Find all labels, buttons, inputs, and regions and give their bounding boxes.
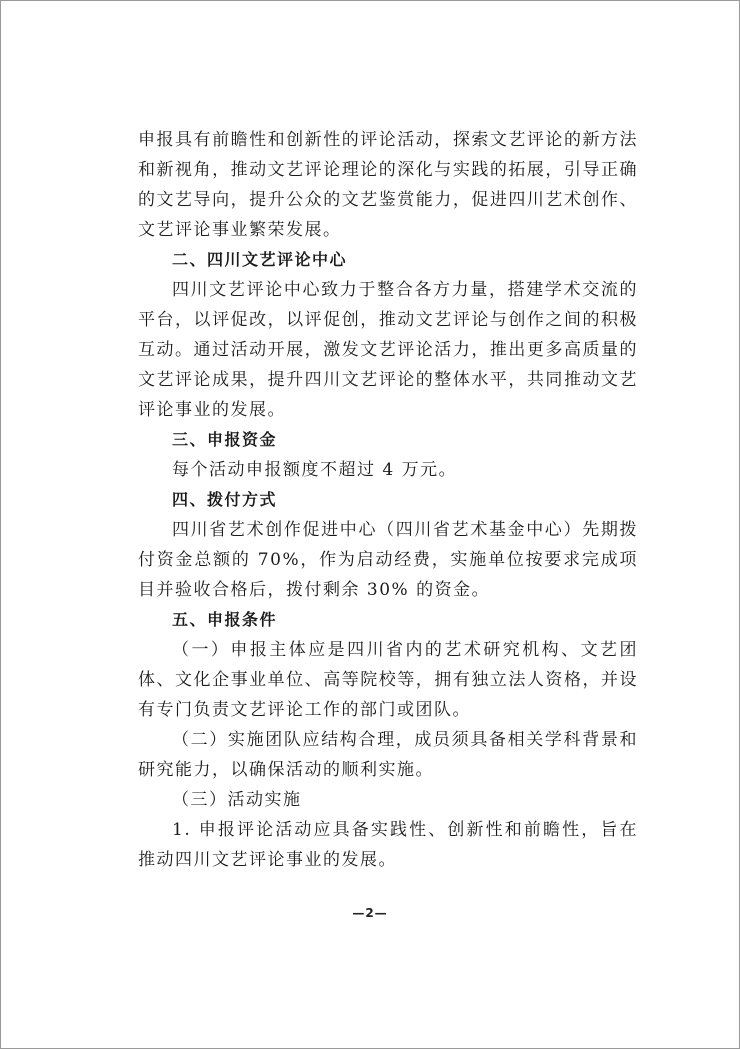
paragraph-payment-method: 四川省艺术创作促进中心（四川省艺术基金中心）先期拨付资金总额的 70%，作为启动经费，实施单位按要求完成项目并验收合格后，拨付剩余 30% 的资金。 — [138, 520, 638, 600]
paragraph-condition-3-title: （三）活动实施 — [172, 790, 302, 810]
paragraph-continuation: 申报具有前瞻性和创新性的评论活动，探索文艺评论的新方法和新视角，推动文艺评论理论的深化与实践的拓展，引导正确的文艺导向，提升公众的文艺鉴赏能力，促进四川艺术创作、文艺评论事业繁荣发展。 — [138, 130, 638, 240]
paragraph-condition-2: （二）实施团队应结构合理，成员须具备相关学科背景和研究能力，以确保活动的顺利实施。 — [138, 730, 638, 780]
section-heading-conditions: 五、申报条件 — [172, 610, 278, 629]
paragraph-condition-3-item-1: 1. 申报评论活动应具备实践性、创新性和前瞻性，旨在推动四川文艺评论事业的发展。 — [138, 820, 638, 870]
paragraph-funding: 每个活动申报额度不超过 4 万元。 — [172, 460, 458, 480]
page-number: —2— — [352, 906, 388, 920]
paragraph-evaluation-center: 四川文艺评论中心致力于整合各方力量，搭建学术交流的平台，以评促改，以评促创，推动文艺评论与创作之间的积极互动。通过活动开展，激发文艺评论活力，推出更多高质量的文艺评论成果，提升四川文艺评论的整体水平，共同推动文艺评论事业的发展。 — [138, 280, 638, 420]
section-heading-funding: 三、申报资金 — [172, 430, 278, 449]
paragraph-condition-1: （一）申报主体应是四川省内的艺术研究机构、文艺团体、文化企事业单位、高等院校等，拥有独立法人资格，并设有专门负责文艺评论工作的部门或团队。 — [138, 640, 638, 720]
document-body — [138, 125, 638, 875]
section-heading-payment-method: 四、拨付方式 — [172, 490, 278, 509]
section-heading-evaluation-center: 二、四川文艺评论中心 — [172, 250, 348, 269]
